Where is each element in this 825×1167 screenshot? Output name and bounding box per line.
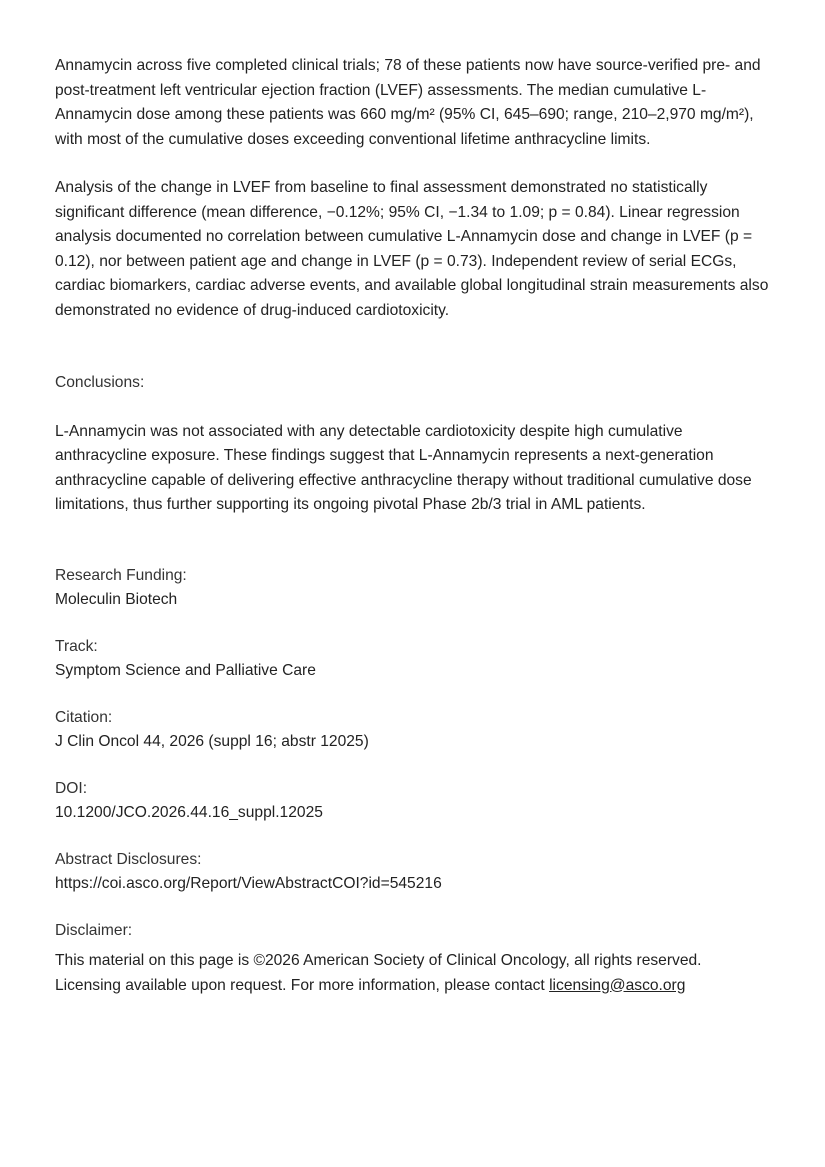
doi-value: 10.1200/JCO.2026.44.16_suppl.12025 [55,804,323,821]
conclusions-heading: Conclusions: [55,374,145,391]
abstract-disclosures-label: Abstract Disclosures: [55,850,202,868]
track-section [55,635,775,684]
citation-section [55,706,775,755]
abstract-page [55,54,775,998]
disclaimer-line-1: This material on this page is ©2026 American Society of Clinical Oncology, all rights reserved. [55,952,702,969]
disclaimer-line-2: Licensing available upon request. For more information, please contact [55,976,550,994]
results-paragraph-2: Analysis of the change in LVEF from baseline to final assessment demonstrated no statistically significant difference (mean difference, −0.12%; 95% CI, −1.34 to 1.09; p = 0.84). Linear regression analysis documented no correlation between cumulative L-Annamycin dose and change in LVEF (p = 0.12), nor between patient age and change in LVEF (p = 0.73). Independent review of serial ECGs, cardiac biomarkers, cardiac adverse events, and available global longitudinal strain measurements also demonstrated no evidence of drug-induced cardiotoxicity. [55,179,769,319]
research-funding-section [55,564,775,613]
doi-label: DOI: [55,779,88,797]
citation-value: J Clin Oncol 44, 2026 (suppl 16; abstr 12025) [55,733,369,750]
results-paragraph-1: Annamycin across five completed clinical trials; 78 of these patients now have source-verified pre- and post-treatment left ventricular ejection fraction (LVEF) assessments. The median cumulative L-Annamycin dose among these patients was 660 mg/m² (95% CI, 645–690; range, 210–2,970 mg/m²), with most of the cumulative doses exceeding conventional lifetime anthracycline limits. [55,57,761,148]
doi-section [55,777,775,826]
track-value: Symptom Science and Palliative Care [55,662,316,679]
citation-label: Citation: [55,708,113,726]
licensing-email-link[interactable]: licensing@asco.org [549,976,686,994]
abstract-disclosures-section [55,848,775,897]
disclaimer-label: Disclaimer: [55,921,133,939]
abstract-disclosures-url: https://coi.asco.org/Report/ViewAbstractCOI?id=545216 [55,875,442,892]
disclaimer-text [55,949,775,998]
research-funding-value: Moleculin Biotech [55,591,178,608]
conclusions-text: L-Annamycin was not associated with any detectable cardiotoxicity despite high cumulative anthracycline exposure. These findings suggest that L-Annamycin represents a next-generation anthracycline capable of delivering effective anthracycline therapy without traditional cumulative dose limitations, thus further supporting its ongoing pivotal Phase 2b/3 trial in AML patients. [55,422,752,513]
track-label: Track: [55,637,98,655]
disclaimer-section [55,919,775,999]
research-funding-label: Research Funding: [55,566,187,584]
